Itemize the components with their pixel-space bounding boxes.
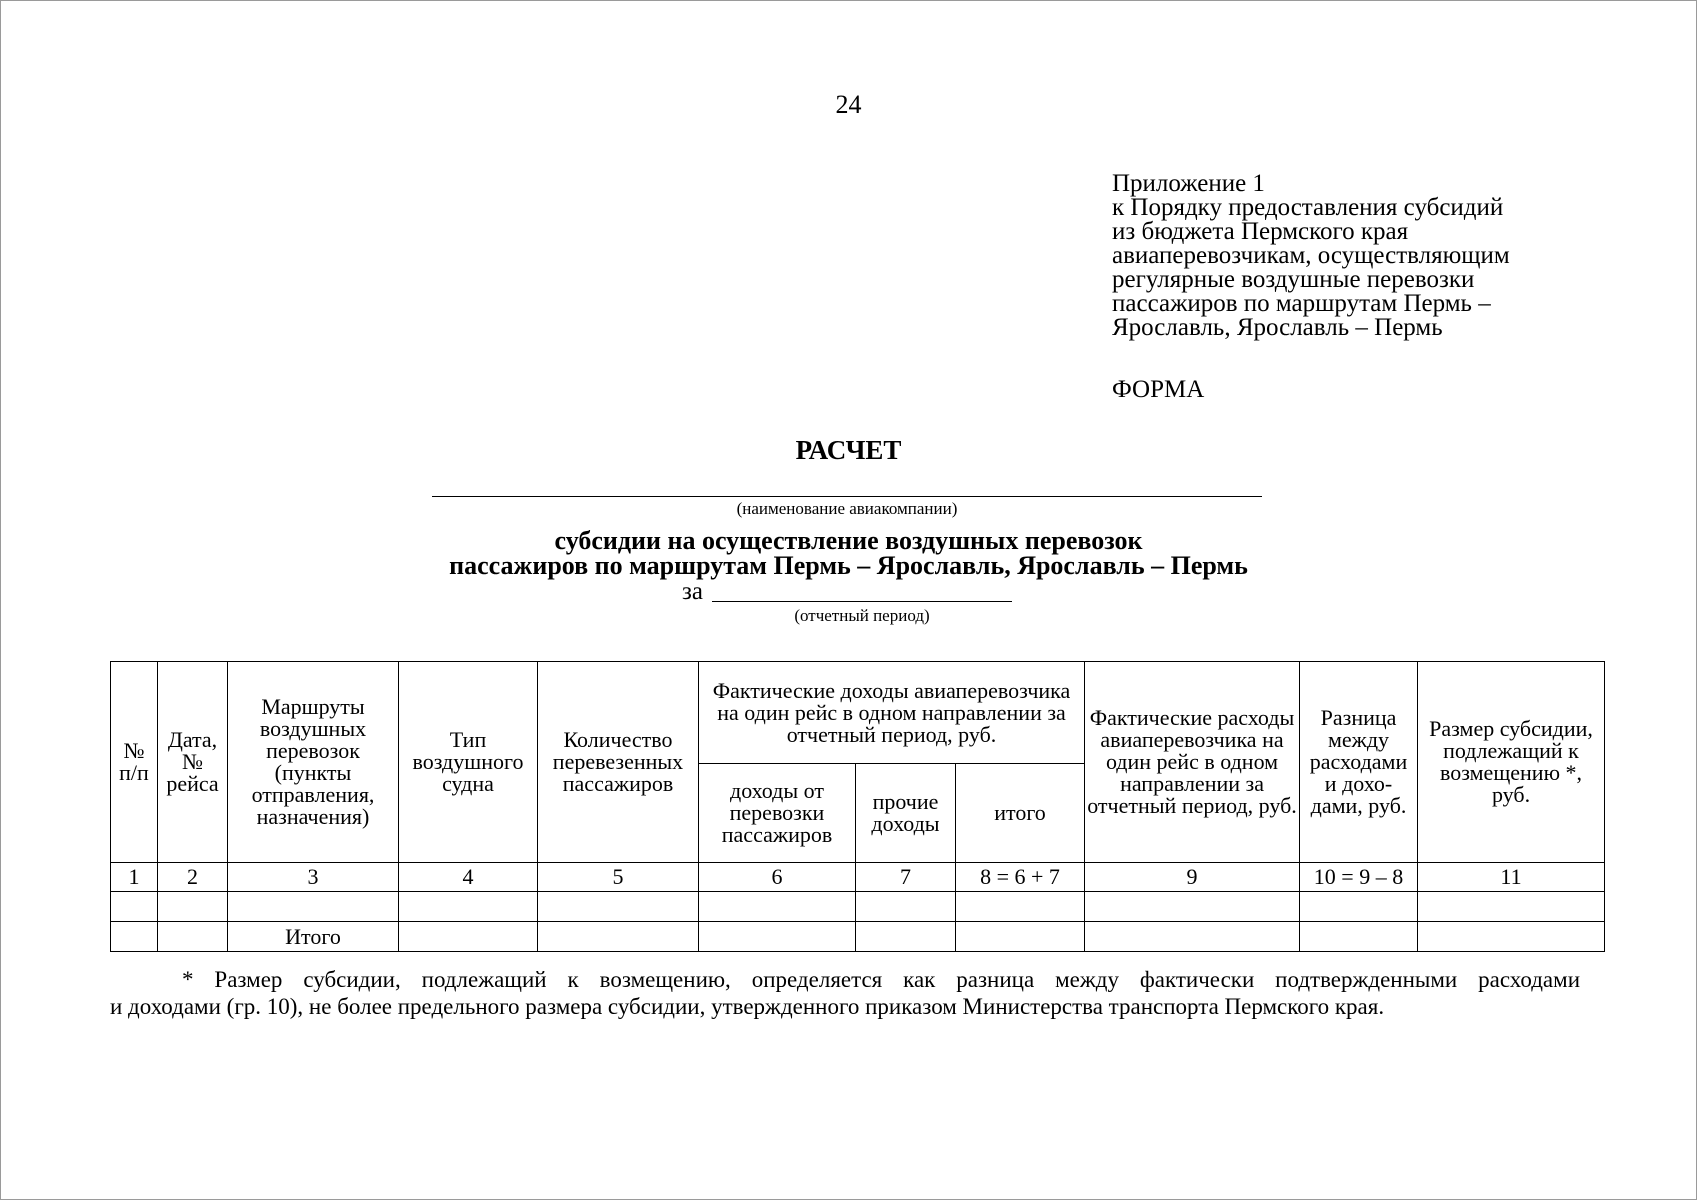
header-passenger-count: Количество перевезенных пассажиров: [538, 662, 699, 863]
airline-name-line: [432, 496, 1262, 497]
appendix-line: пассажиров по маршрутам Пермь –: [1112, 290, 1491, 317]
table-cell: [956, 922, 1085, 952]
table-cell: [1085, 892, 1300, 922]
table-cell: [856, 892, 956, 922]
footnote-line-2: и доходами (гр. 10), не более предельного размера субсидии, утвержденного приказом Министерства транспорта Пермского края.: [110, 994, 1385, 1019]
appendix-line: Ярославль, Ярославль – Пермь: [1112, 314, 1443, 341]
table-cell: [956, 892, 1085, 922]
column-number: 8 = 6 + 7: [956, 863, 1085, 892]
header-aircraft-type: Тип воздушного судна: [399, 662, 538, 863]
appendix-line: из бюджета Пермского края: [1112, 218, 1409, 245]
table-cell: [158, 922, 228, 952]
appendix-line: к Порядку предоставления субсидий: [1112, 194, 1504, 221]
header-income-total: итого: [956, 764, 1085, 863]
airline-caption: (наименование авиакомпании): [736, 499, 958, 518]
subtitle-line-2: пассажиров по маршрутам Пермь – Ярославль, Ярославль – Пермь: [449, 551, 1248, 580]
table-cell: [228, 892, 399, 922]
column-number: 3: [228, 863, 399, 892]
period-caption: (отчетный период): [794, 606, 930, 625]
table-cell: [538, 922, 699, 952]
page-number: 24: [835, 90, 862, 119]
header-date-flight: Дата, № рейса: [158, 662, 228, 863]
table-cell: [1085, 922, 1300, 952]
table-cell: [1300, 922, 1418, 952]
header-income-passengers: доходы от перевозки пассажиров: [699, 764, 856, 863]
column-number: 4: [399, 863, 538, 892]
header-routes: Маршруты воздушных перевозок (пункты отправления, назначения): [228, 662, 399, 863]
header-difference: Разница между расходами и дохо-дами, руб.: [1300, 662, 1418, 863]
table-cell: [1300, 892, 1418, 922]
footnote-line-1: * Размер субсидии, подлежащий к возмещению, определяется как разница между фактически подтвержденными расходами: [182, 967, 1580, 992]
footnote: [110, 966, 1580, 1020]
appendix-line: Приложение 1: [1112, 170, 1265, 197]
total-label: Итого: [228, 922, 399, 952]
column-number: 5: [538, 863, 699, 892]
document-title: РАСЧЕТ: [795, 435, 902, 465]
column-number: 10 = 9 – 8: [1300, 863, 1418, 892]
table-cell: [699, 892, 856, 922]
table-cell: [856, 922, 956, 952]
table-row: [111, 892, 1605, 922]
table-cell: [111, 892, 158, 922]
forma-label: ФОРМА: [1112, 376, 1205, 403]
appendix-line: авиаперевозчикам, осуществляющим: [1112, 242, 1510, 269]
appendix-line: регулярные воздушные перевозки: [1112, 266, 1475, 293]
header-num: № п/п: [111, 662, 158, 863]
header-actual-expenses: Фактические расходы авиаперевозчика на один рейс в одном направлении за отчетный период, руб.: [1085, 662, 1300, 863]
column-number-row: [111, 863, 1605, 892]
appendix-block: [1112, 172, 1672, 340]
table-cell: [399, 892, 538, 922]
column-number: 11: [1418, 863, 1605, 892]
table-cell: [111, 922, 158, 952]
table-cell: [1418, 922, 1605, 952]
header-actual-income: Фактические доходы авиаперевозчика на один рейс в одном направлении за отчетный период, руб.: [699, 662, 1085, 764]
header-income-other: прочие доходы: [856, 764, 956, 863]
period-prefix: за: [682, 578, 703, 605]
column-number: 1: [111, 863, 158, 892]
column-number: 6: [699, 863, 856, 892]
header-subsidy-amount: Размер субсидии, подлежащий к возмещению *, руб.: [1418, 662, 1605, 863]
subtitle-line-1: субсидии на осуществление воздушных перевозок: [554, 526, 1143, 555]
table-cell: [538, 892, 699, 922]
column-number: 7: [856, 863, 956, 892]
table-cell: [699, 922, 856, 952]
total-row: [111, 922, 1605, 952]
table-cell: [158, 892, 228, 922]
column-number: 2: [158, 863, 228, 892]
table-cell: [1418, 892, 1605, 922]
column-number: 9: [1085, 863, 1300, 892]
table-cell: [399, 922, 538, 952]
subsidy-table: [110, 661, 1605, 952]
period-line: [712, 601, 1012, 602]
